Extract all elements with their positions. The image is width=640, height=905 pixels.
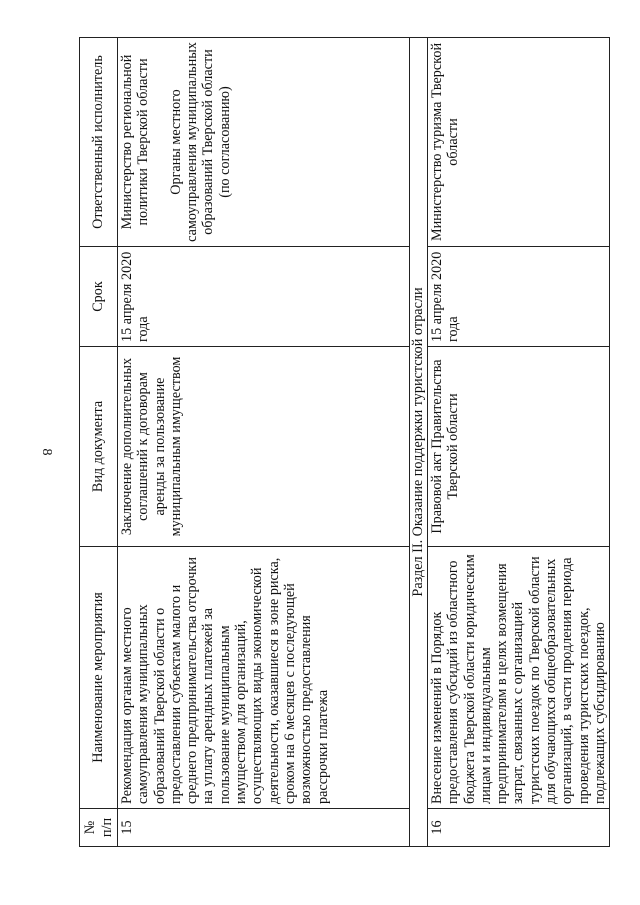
row-num: 15 xyxy=(118,809,410,847)
row-doc-type: Заключение дополнительных соглашений к договорам аренды за пользование муниципальным имуществом xyxy=(118,347,410,547)
section-title: Раздел II. Оказание поддержки туристской отрасли xyxy=(410,38,428,847)
header-name: Наименование мероприятия xyxy=(80,547,118,809)
row-doc-type: Правовой акт Правительства Тверской области xyxy=(428,347,610,547)
row-name: Внесение изменений в Порядок предоставления субсидий из областного бюджета Тверской области юридическим лицам и индивидуальным предпринимателям в целях возмещения затрат, связанных с организацией туристских поездок по Тверской области для обучающихся общеобразовательных организаций, в части продления периода проведения туристских поездок, подлежащих субсидированию xyxy=(428,547,610,809)
header-deadline: Срок xyxy=(80,247,118,347)
header-doc-type: Вид документа xyxy=(80,347,118,547)
table-row xyxy=(118,38,410,847)
header-responsible: Ответственный исполнитель xyxy=(80,38,118,247)
row-responsible: Министерство туризма Тверской области xyxy=(428,38,610,247)
row-responsible: Министерство региональной политики Тверской области Органы местного самоуправления муниципальных образований Тверской области (по согласованию) xyxy=(118,38,410,247)
header-num: № п/п xyxy=(80,809,118,847)
table-row xyxy=(428,38,610,847)
row-deadline: 15 апреля 2020 года xyxy=(428,247,610,347)
row-num: 16 xyxy=(428,809,610,847)
rotated-table-container xyxy=(79,38,610,847)
measures-table xyxy=(79,37,610,847)
section-row xyxy=(410,38,428,847)
page-number: 8 xyxy=(39,448,54,456)
row-deadline: 15 апреля 2020 года xyxy=(118,247,410,347)
table-header-row xyxy=(80,38,118,847)
row-name: Рекомендация органам местного самоуправления муниципальных образований Тверской области о предоставлении субъектам малого и среднего предпринимательства отсрочки на уплату арендных платежей за пользование муниципальным имуществом для организаций, осуществляющих виды экономической деятельности, оказавшиеся в зоне риска, сроком на 6 месяцев с последующей возможностью предоставления рассрочки платежа xyxy=(118,547,410,809)
